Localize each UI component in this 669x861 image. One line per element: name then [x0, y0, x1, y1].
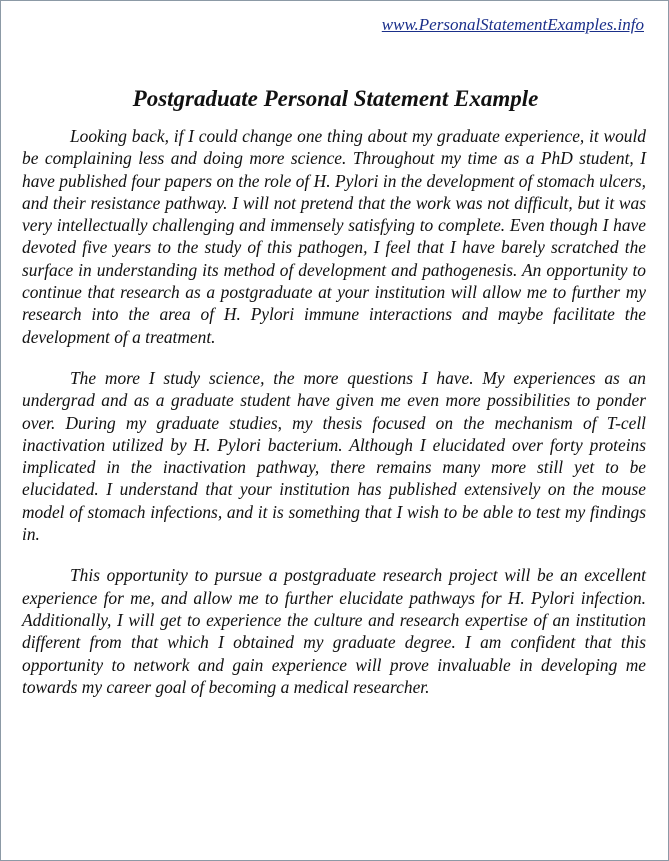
- page-title: Postgraduate Personal Statement Example: [132, 86, 539, 111]
- paragraph-3: This opportunity to pursue a postgraduate research project will be an excellent experience for me, and allow me to further elucidate pathways for H. Pylori infection. Additionally, I will get to experience the culture and research expertise of an institution different from that which I obtained my graduate degree. I am confident that this opportunity to network and gain experience will prove invaluable in developing me towards my career goal of becoming a medical researcher.: [22, 565, 646, 697]
- paragraph-2: The more I study science, the more questions I have. My experiences as an undergrad and as a graduate student have given me even more possibilities to ponder over. During my graduate studies, my thesis focused on the mechanism of T-cell inactivation utilized by H. Pylori bacterium. Although I elucidated over forty proteins implicated in the inactivation pathway, there remains many more still yet to be elucidated. I understand that your institution has published extensively on the mouse model of stomach infections, and it is something that I wish to be able to test my findings in.: [22, 367, 646, 545]
- paragraph-1: Looking back, if I could change one thing about my graduate experience, it would be complaining less and doing more science. Throughout my time as a PhD student, I have published four papers on the role of H. Pylori in the development of stomach ulcers, and their resistance pathway. I will not pretend that the work was not difficult, but it was very intellectually challenging and immensely satisfying to complete. Even though I have devoted five years to the study of this pathogen, I feel that I have barely scratched the surface in understanding its method of development and pathogenesis. An opportunity to continue that research as a postgraduate at your institution will allow me to further my research into the area of H. Pylori immune interactions and maybe facilitate the development of a treatment.: [22, 126, 646, 347]
- site-url-link[interactable]: www.PersonalStatementExamples.info: [381, 15, 644, 34]
- statement-body: [22, 125, 646, 717]
